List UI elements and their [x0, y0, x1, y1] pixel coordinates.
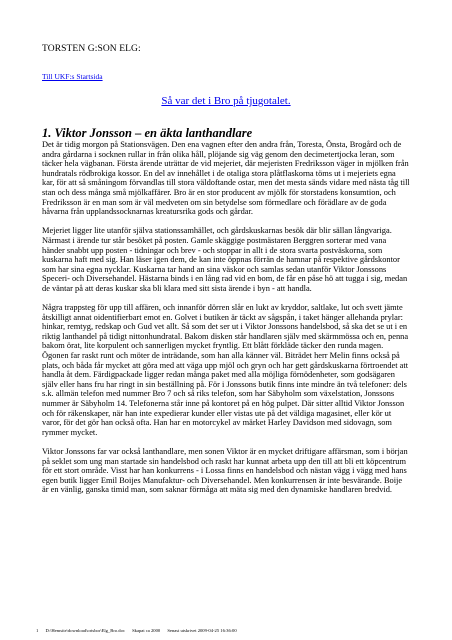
- footer-page-number: 1: [36, 628, 39, 633]
- paragraph: Det är tidig morgon på Stationsvägen. Den ena vagnen efter den andra från, Toresta, Önsta, Brogård och de andra gårdarna i socknen rullar in från olika håll, plöjande sig väg genom den decimetertjocka leran, som täcker hela vägbanan. Första ärende uträttar de vid mejeriet, där mejeristen Fredriksson väger in mjölken från hundratals rödbrokiga kossor. En del av innehållet i de otaliga stora plåtflaskorna töms ut i mejeriets egna kar, för att så småningom förvandlas till stora väldoftande ostar, men det mesta sänds vidare med nästa tåg till stan och dess många små mjölkaffärer. Bro är en stor producent av mjölk för storstadens konsumtion, och Fredriksson är en man som är väl medveten om sin betydelse som förmedlare och förädlare av de goda håvarna från upplandssocknarnas kreatursrika gods och gårdar.: [42, 140, 410, 217]
- paragraph: Mejeriet ligger lite utanför själva stationssamhället, och gårdskuskarnas besök där blir sällan långvariga. Närmast i ärende tur står besöket på posten. Gamle skäggige postmästaren Berggren sorterar med vana händer snabbt upp posten - tidningar och brev - och stoppar in allt i de stora svarta postväskorna, som kuskarna haft med sig. Han läser igen dem, de kan inte öppnas förrän de hamnar på respektive gårdskontor som har sina egna nycklar. Kuskarna tar hand an sina väskor och samlas sedan utanför Viktor Jonssons Speceri- och Diversehandel. Hästarna binds i en lång rad vid en bom, de får en påse hö att tugga i sig, medan de väntar på att deras kuskar ska bli klara med sitt sista ärende i byn - att handla.: [42, 226, 408, 293]
- section-body: [42, 140, 410, 505]
- footer-saved: Senast utskrivet 2009-04-25 16:36:00: [167, 628, 237, 633]
- paragraph: Några trappsteg för upp till affären, och innanför dörren slår en lukt av kryddor, saltlake, lut och svett jämte åtskilligt annat oidentifierbart emot en. Golvet i butiken är täckt av sågspån, i taket hänger allehanda prylar: hinkar, remtyg, redskap och Gud vet allt. Så som det ser ut i Viktor Jonssons handelsbod, så ska det se ut i en riktig lanthandel på tidigt nittonhundratal. Bakom disken står handlaren själv med skärmmössa och en, penna bakom örat, lite korpulent och sannerligen mycket fryntlig. Ett blått förkläde täcker den runda magen. Ögonen far raskt runt och möter de inträdande, som han alla känner väl. Biträdet herr Melin finns också på plats, och båda får mycket att göra med att väga upp mjöl och gryn och har gett gårdskuskarna förtroendet att handla åt dem. Färdigpackade ligger redan många paket med alla möjliga förnödenheter, som godsägaren själv eller hans fru har ringt in sin beställning på. För i Jonssons butik finns inte mindre än två telefoner: dels s.k. allmän telefon med nummer Bro 7 och så riks telefon, som har Säbyholm som växelstation, Jonssons nummer är Säbyholm 14. Telefonerna står inne på kontoret på en hög pulpet. Där sitter alltid Viktor Jonsson och för räkenskaper, när han inte expedierar kunder eller vistas ute på det väldiga magasinet, eller kör ut varor, för det gör han också ofta. Han har en motorcykel av märket Harley Davidson med sidovagn, som rymmer mycket.: [42, 303, 409, 437]
- home-link[interactable]: Till UKF:s Startsida: [42, 72, 103, 81]
- author-name: TORSTEN G:SON ELG:: [42, 44, 141, 54]
- page-title[interactable]: Så var det i Bro på tjugotalet.: [161, 95, 291, 107]
- section-heading: 1. Viktor Jonsson – en äkta lanthandlare: [42, 126, 253, 140]
- page-footer: [36, 628, 243, 633]
- paragraph: Viktor Jonssons far var också lanthandlare, men sonen Viktor är en mycket driftigare affärsman, som i början på seklet som ung man startade sin handelsbod och raskt har kunnat arbeta upp den till att bli ett köpcentrum för ett stort område. Visst har han konkurrens - i Lossa finns en handelsbod och nästan vägg i vägg med hans egen butik ligger Emil Boijes Manufaktur- och Diversehandel. Men konkurrensen är inte besvärande. Boije är en vänlig, ganska timid man, som saknar förmåga att mäta sig med den dynamiske handlaren bredvid.: [42, 447, 408, 495]
- footer-file-path: D:\Hemsite\download\ortsbor\Elg_Bro.doc: [45, 628, 125, 633]
- footer-created: Skapat ca 2000: [132, 628, 161, 633]
